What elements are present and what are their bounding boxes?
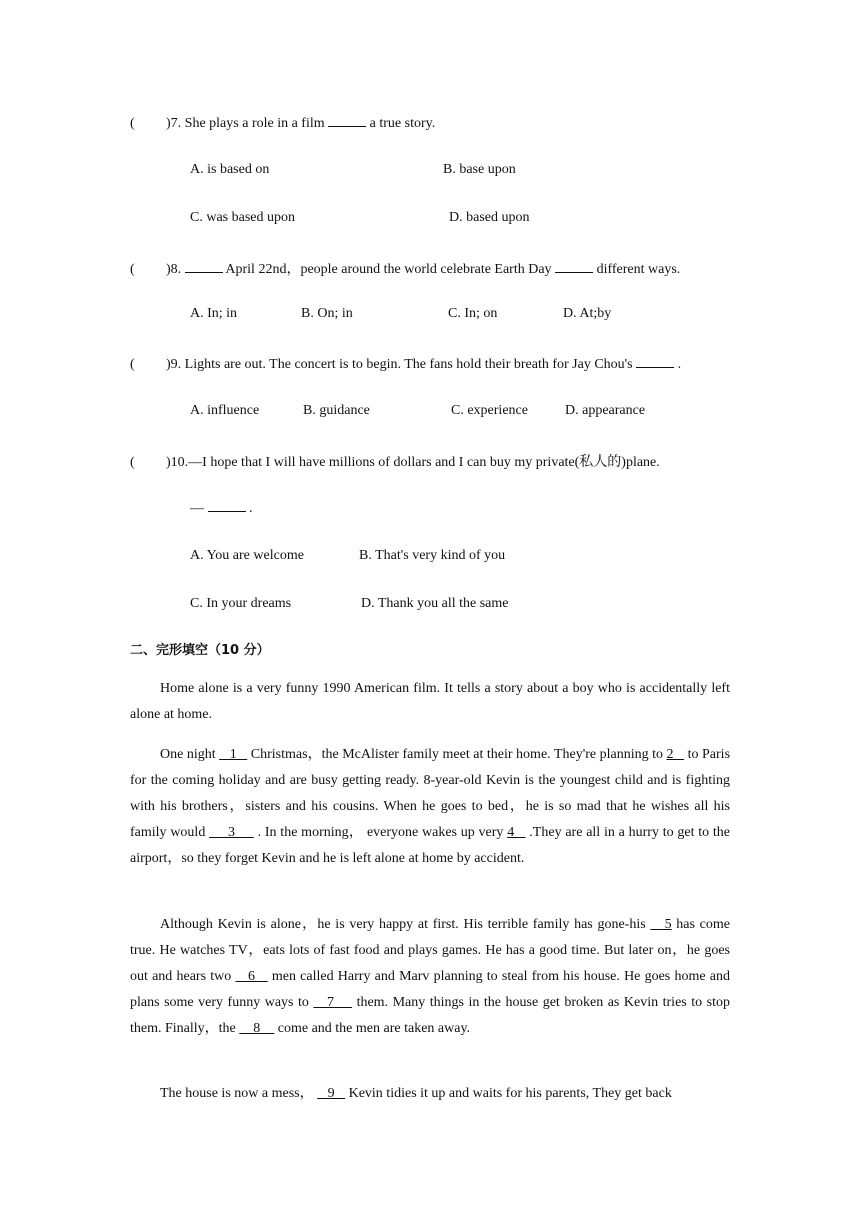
question-10 [130, 451, 660, 471]
passage-paragraph-4: The house is now a mess， 9 Kevin tidies it up and waits for his parents, They get back [160, 1086, 672, 1101]
option-d[interactable]: D. based upon [449, 210, 530, 225]
question-text: April 22nd，people around the world celebrate Earth Day [222, 262, 556, 277]
reply-line [190, 499, 253, 517]
cloze-blank-7[interactable]: 7 [313, 995, 353, 1010]
option-a[interactable]: A. influence [190, 403, 260, 418]
answer-paren[interactable]: ( [130, 357, 135, 372]
answer-blank[interactable] [328, 114, 366, 127]
reply-end: . [245, 501, 253, 516]
cloze-blank-4[interactable]: 4 [507, 825, 526, 840]
question-text-end: a true story. [366, 116, 436, 131]
reply-dash: — [190, 501, 208, 516]
answer-blank[interactable] [208, 499, 246, 512]
question-number: )8. [166, 262, 182, 277]
question-text: She plays a role in a film [181, 116, 329, 131]
passage-paragraph-2: One night 1 Christmas，the McAlister family meet at their home. They're planning to 2 to Paris for the coming holiday and are busy getting ready. 8-year-old Kevin is the youngest child and is fighting with his brothers，sisters and his cousins. When he goes to bed，he is so mad that he wishes all his family would 3 . In the morning， everyone wakes up very 4 .They are all in a hurry to get to the airport，so they forget Kevin and he is left alone at home by accident. [130, 747, 731, 866]
option-d[interactable]: D. At;by [563, 306, 612, 321]
question-text-end: different ways. [593, 262, 681, 277]
answer-blank-2[interactable] [555, 260, 593, 273]
option-b[interactable]: B. base upon [443, 162, 516, 177]
option-c[interactable]: C. was based upon [190, 210, 295, 225]
option-c[interactable]: C. experience [451, 403, 528, 418]
option-d[interactable]: D. appearance [565, 403, 646, 418]
cloze-blank-2[interactable]: 2 [666, 747, 685, 762]
cloze-blank-3[interactable]: 3 [209, 825, 254, 840]
section-heading: 二、完形填空（10 分） [130, 643, 270, 658]
question-number: )7. [166, 116, 182, 131]
cloze-blank-9[interactable]: 9 [317, 1086, 346, 1101]
question-9 [130, 355, 681, 373]
cloze-blank-8[interactable]: 8 [239, 1021, 275, 1036]
option-a[interactable]: A. You are welcome [190, 548, 304, 563]
cloze-blank-1[interactable]: 1 [219, 747, 248, 762]
passage-paragraph-1: Home alone is a very funny 1990 American film. It tells a story about a boy who is accidentally left alone at home. [130, 681, 730, 722]
cloze-blank-6[interactable]: 6 [235, 969, 268, 984]
question-number: )10. [166, 455, 189, 470]
option-b[interactable]: B. guidance [303, 403, 370, 418]
option-c[interactable]: C. In your dreams [190, 596, 292, 611]
answer-blank[interactable] [636, 355, 674, 368]
question-number: )9. [166, 357, 182, 372]
option-c[interactable]: C. In; on [448, 306, 498, 321]
answer-blank-1[interactable] [185, 260, 223, 273]
question-text: —I hope that I will have millions of dollars and I can buy my private(私人的)plane. [188, 455, 660, 470]
question-7 [130, 114, 435, 132]
option-d[interactable]: D. Thank you all the same [361, 596, 509, 611]
passage-paragraph-3: Although Kevin is alone，he is very happy at first. His terrible family has gone-his 5 has come true. He watches TV，eats lots of fast food and plays games. He has a good time. But later on，he goes out and hears two 6 men called Harry and Marv planning to steal from his house. He goes home and plans some very funny ways to 7 them. Many things in the house get broken as Kevin tries to stop them. Finally，the 8 come and the men are taken away. [130, 917, 731, 1036]
question-text-end: . [674, 357, 682, 372]
option-a[interactable]: A. is based on [190, 162, 270, 177]
cloze-blank-5[interactable]: 5 [650, 917, 672, 932]
question-8 [130, 258, 680, 278]
answer-paren[interactable]: ( [130, 116, 135, 131]
option-a[interactable]: A. In; in [190, 306, 238, 321]
option-b[interactable]: B. That's very kind of you [359, 548, 506, 563]
question-text: Lights are out. The concert is to begin. The fans hold their breath for Jay Chou's [181, 357, 637, 372]
answer-paren[interactable]: ( [130, 455, 135, 470]
answer-paren[interactable]: ( [130, 262, 135, 277]
option-b[interactable]: B. On; in [301, 306, 353, 321]
